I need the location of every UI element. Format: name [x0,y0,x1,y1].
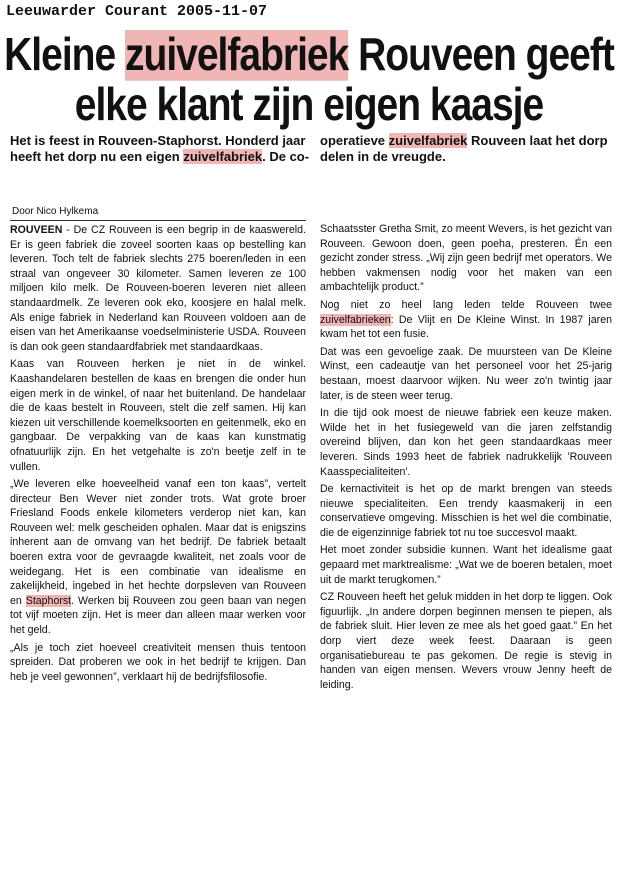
lead-part: Het is feest in Rouveen-Staphorst. Honderd jaar heeft het dorp nu een eigen [10,133,306,164]
paragraph: Schaatsster Gretha Smit, zo meent Wevers, is het gezicht van Rouveen. Gewoon doen, geen poeha, presteren. Én een gezicht zonder stress. „Wij zijn geen bedrijf met operators. We hebben vakmensen nodig voor het maken van een ambachtelijk product.” [320,223,612,294]
byline: Door Nico Hylkema [12,206,99,217]
paragraph: Het moet zonder subsidie kunnen. Want het idealisme gaat gepaard met marktrealisme: „Wat we de boeren betalen, moet uit de markt terugkomen.” [320,544,612,586]
headline-part: Kleine [4,30,126,81]
paragraph-text: - De CZ Rouveen is een begrip in de kaaswereld. Er is geen fabriek die zoveel soorten kaas op bestelling kan leveren. Toch telt de fabriek slechts 275 boeren/leden in een straal van ongeveer 30 kilometer. Samen leveren ze 100 miljoen kilo melk. De Rouveen-boeren leveren niet alleen standaardmelk. Ze leveren ook eko, koosjere en halal melk. Als enige fabriek in Nederland kan Rouveen voldoen aan de eisen van het Amerikaanse voedselministerie USDA. Rouveen is dan ook geen standaardfabriek met standaardkaas. [10,224,306,353]
paragraph: „Als je toch ziet hoeveel creativiteit mensen thuis tentoon spreiden. Dat proberen we ook in het bedrijf te krijgen. Dan heb je veel gewonnen”, verklaart hij de bedrijfsfilosofie. [10,641,306,683]
lead-left [10,133,310,165]
paragraph [10,223,306,354]
paragraph-text: . Werken bij Rouveen zou geen baan van negen tot vijf moeten zijn. Het is meer dan alleen maar werken voor het geld. [10,594,306,637]
paragraph: In die tijd ook moest de nieuwe fabriek een keuze maken. Wilde het in het fusiegeweld van die jaren zelfstandig overeind blijven, dan kon het geen standaardkaas meer leveren. Sinds 1993 heet de fabriek nadrukkelijk 'Rouveen Kaasspecialiteiten'. [320,407,612,478]
paragraph-text: Nog niet zo heel lang leden telde Rouveen twee [320,298,612,311]
search-highlight: zuivelfabriek [183,149,263,164]
paragraph-text: : De Vlijt en De Kleine Winst. In 1987 jaren kwam het tot een fusie. [320,313,612,341]
paragraph: CZ Rouveen heeft het geluk midden in het dorp te liggen. Ook figuurlijk. „In andere dorpen beginnen mensen te piepen, als de fabriek sluit. Hier leven ze mee als het goed gaat.” En het dorp viert deze week feest. Daaraan is geen organisatiebureau te pas gekomen. De regie is stevig in handen van eigen mensen. Wevers vrouw Jenny heeft de leiding. [320,591,612,691]
byline-divider [10,220,306,221]
lead-part: Rouveen laat het dorp delen in de vreugde. [320,133,608,164]
article-column-right [320,222,612,692]
paragraph [10,477,306,638]
article-column-left [10,223,306,684]
paragraph [320,298,612,342]
paragraph: De kernactiviteit is het op de markt brengen van steeds nieuwe specialiteiten. Een trendy kaasmakerij in een conservatieve omgeving. Misschien is het wel die combinatie, die de eigenzinnige fabriek tot nu toe succesvol maakt. [320,483,612,539]
search-highlight: Staphorst [25,594,72,607]
source-line: Leeuwarder Courant 2005-11-07 [6,3,268,20]
search-highlight: zuivelfabrieken [320,313,391,326]
headline-line-2: elke klant zijn eigen kaasje [74,80,544,131]
lead-part: . De co- [262,149,310,164]
search-highlight: zuivelfabriek [125,30,349,81]
search-highlight: zuivelfabriek [388,133,468,148]
headline-line-1 [0,30,618,82]
lead-part: operatieve [320,133,389,148]
paragraph: Dat was een gevoelige zaak. De muursteen van De Kleine Winst, een cadeautje van het personeel voor het 25-jarig bestaan, moest daarvoor wijken. Nu weer zo'n twintig jaar later, is de steen weer terug. [320,345,612,402]
lead-right [320,133,615,165]
paragraph: Kaas van Rouveen herken je niet in de winkel. Kaashandelaren bestellen de kaas en brengen die onder hun eigen merk in de winkel, of naar het buitenland. De handelaar die de kaas bestelt in Rouveen, stelt die zelf samen. Hij kan kiezen uit verschillende koemelksoorten en geitenmelk, eko en gangbaar. De verpakking van de kaas kan kunstmatig ofnatuurlijk zijn. En het vetgehalte is zo'n beetje zelf in te vullen. [10,358,306,473]
headline-part: Rouveen geeft [348,30,614,81]
dateline: ROUVEEN [10,224,63,236]
paragraph-text: „We leveren elke hoeveelheid vanaf een ton kaas”, vertelt directeur Ben Wever niet zonder trots. Wat grote broer Friesland Foods enkele kilometers verderop niet kan, kan Rouveen wel: melk gescheiden ophalen. Maar dat is enigszins inherent aan de omvang van het bedrijf. De fabriek betaalt boeren extra voor de gevraagde kwaliteit, net zoals voor de weidegang. Het is een combinatie van idealisme en zakelijkheid, ingebed in het hechte dorpsleven van Rouveen en [10,478,306,607]
